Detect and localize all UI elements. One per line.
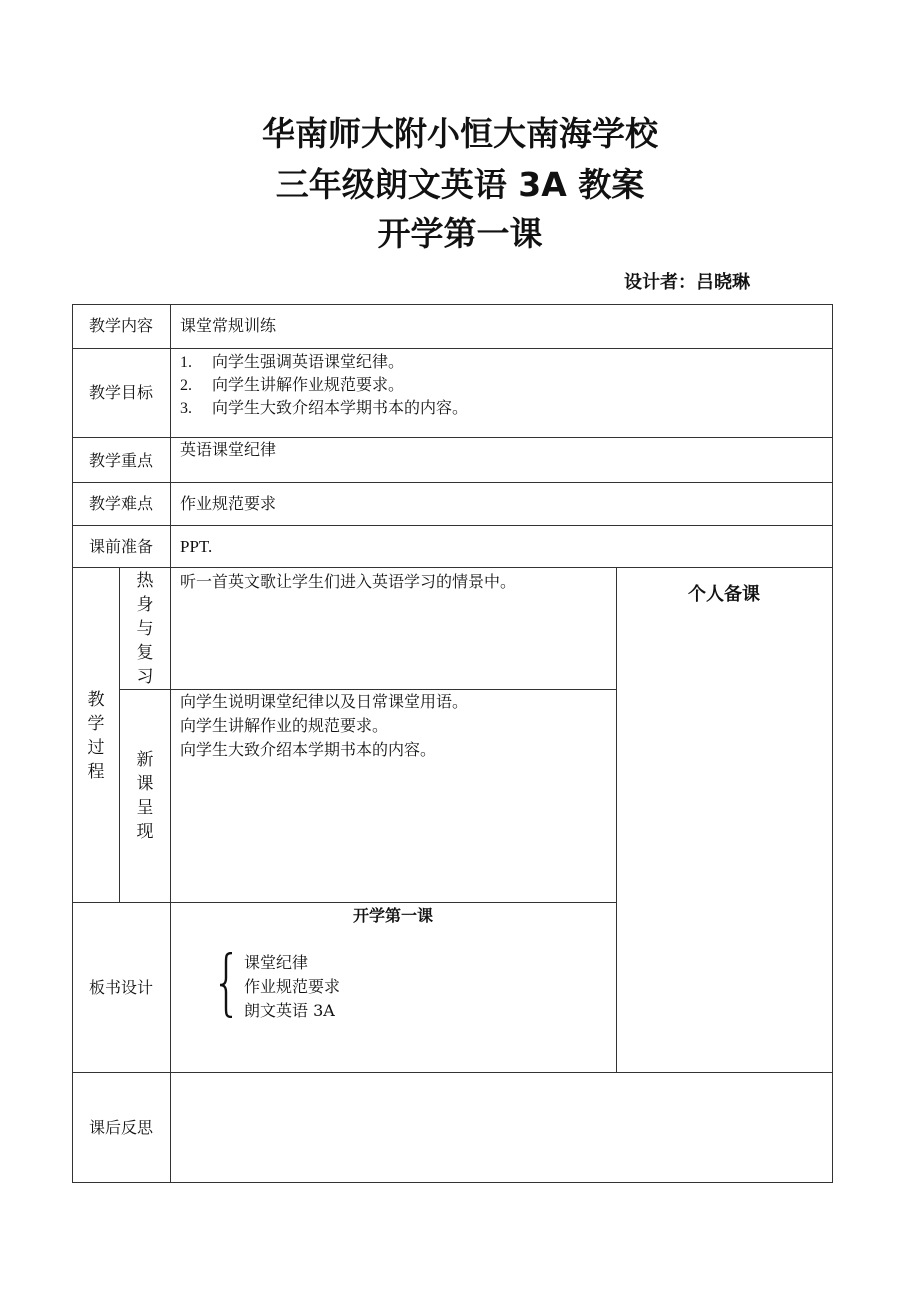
key-point-label: 教学重点 [88, 451, 153, 470]
warmup-label-char: 复 [136, 643, 154, 663]
goal-item [180, 351, 404, 374]
process-label-char: 学 [87, 714, 105, 734]
new-lesson-label-char: 呈 [136, 798, 154, 818]
goal-text: 向学生强调英语课堂纪律。 [212, 352, 405, 371]
warmup-label-char: 热 [136, 571, 154, 591]
process-label-char: 程 [87, 762, 105, 782]
new-lesson-label-char: 现 [136, 822, 154, 842]
designer-label: 设计者：吕晓琳 [624, 272, 750, 293]
goal-item [180, 374, 404, 397]
new-lesson-line: 向学生讲解作业的规范要求。 [180, 716, 389, 735]
warmup-text: 听一首英文歌让学生们进入英语学习的情景中。 [180, 572, 517, 591]
table-border-right [832, 304, 833, 1183]
process-label [86, 688, 106, 784]
goal-text: 向学生大致介绍本学期书本的内容。 [212, 398, 469, 417]
process-label-char: 教 [87, 690, 105, 710]
reflection-label: 课后反思 [88, 1118, 153, 1137]
reflection-value [180, 1082, 820, 1172]
col-divider [170, 567, 171, 1182]
goal-number: 2. [180, 377, 192, 394]
col-divider [119, 567, 120, 902]
board-item: 课堂纪律 [244, 953, 309, 972]
curly-brace-icon [218, 952, 234, 1018]
warmup-label-char: 身 [136, 595, 154, 615]
goal-item [180, 397, 468, 420]
personal-prep-header: 个人备课 [688, 584, 760, 605]
new-lesson-label-char: 课 [136, 774, 154, 794]
col-divider [170, 304, 171, 567]
row-divider [72, 567, 832, 568]
difficulty-label: 教学难点 [88, 494, 153, 513]
col-divider [616, 567, 617, 1072]
warmup-label-char: 习 [136, 667, 154, 687]
preparation-label: 课前准备 [88, 537, 153, 556]
board-label: 板书设计 [88, 978, 153, 997]
row-divider [72, 348, 832, 349]
goals-label: 教学目标 [88, 383, 153, 402]
school-title: 华南师大附小恒大南海学校 [262, 114, 658, 153]
process-label-char: 过 [87, 738, 105, 758]
warmup-label-char: 与 [136, 619, 154, 639]
new-lesson-label-char: 新 [136, 750, 154, 770]
new-lesson-label [135, 748, 155, 844]
content-value: 课堂常规训练 [180, 316, 277, 335]
row-divider [72, 902, 616, 903]
preparation-value: PPT. [180, 537, 213, 556]
lesson-title: 开学第一课 [377, 214, 543, 253]
table-border-left [72, 304, 73, 1183]
board-item: 朗文英语 3A [244, 1001, 335, 1020]
goal-number: 3. [180, 400, 192, 417]
warmup-label [135, 569, 155, 689]
new-lesson-line: 向学生说明课堂纪律以及日常课堂用语。 [180, 692, 469, 711]
row-divider [72, 525, 832, 526]
content-label: 教学内容 [88, 316, 153, 335]
goal-number: 1. [180, 354, 192, 371]
table-border-bottom [72, 1182, 832, 1183]
row-divider [72, 1072, 832, 1073]
key-point-value: 英语课堂纪律 [180, 440, 277, 459]
board-item: 作业规范要求 [244, 977, 341, 996]
board-title: 开学第一课 [352, 906, 433, 925]
course-subtitle: 三年级朗文英语 3A 教案 [275, 165, 645, 204]
difficulty-value: 作业规范要求 [180, 494, 277, 513]
new-lesson-line: 向学生大致介绍本学期书本的内容。 [180, 740, 437, 759]
table-border-top [72, 304, 832, 305]
row-divider [72, 482, 832, 483]
goal-text: 向学生讲解作业规范要求。 [212, 375, 405, 394]
